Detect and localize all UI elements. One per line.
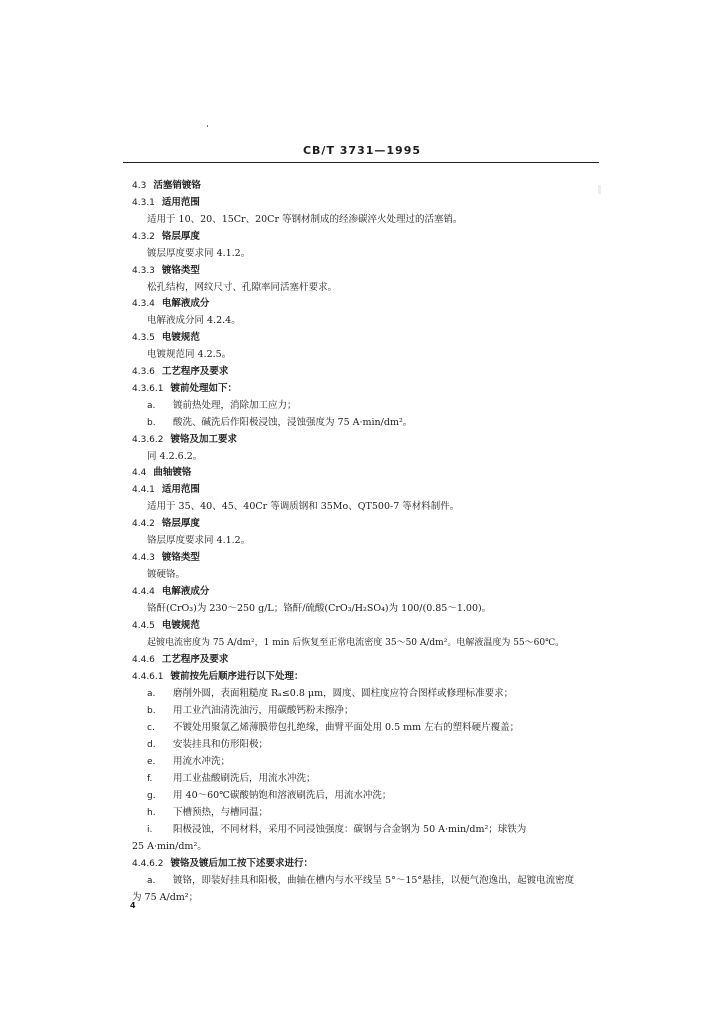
list-item: b. 酸洗、碱洗后作阳极浸蚀，浸蚀强度为 75 A·min/dm²。	[147, 417, 413, 428]
section-heading: 4.4.1 适用范围	[132, 484, 200, 495]
section-heading: 4.4.2 铬层厚度	[132, 518, 200, 529]
standard-id-header: CB/T 3731—1995	[302, 144, 422, 157]
body-text: 松孔结构，网纹尺寸、孔隙率同活塞杆要求。	[147, 282, 338, 293]
section-heading: 4.4.6.2 镀铬及镀后加工按下述要求进行：	[132, 858, 314, 869]
list-item: a. 镀铬，即装好挂具和阳极，曲轴在槽内与水平线呈 5°～15°悬挂，以便气泡逸出，起镀电流密度	[147, 875, 575, 886]
scan-mark	[598, 185, 601, 194]
section-heading: 4.3.4 电解液成分	[132, 298, 210, 309]
section-heading: 4.4.5 电镀规范	[132, 620, 200, 631]
section-heading: 4.3.6.1 镀前处理如下：	[132, 383, 238, 394]
section-heading: 4.3 活塞销镀铬	[132, 180, 201, 191]
list-item: b. 用工业汽油清洗油污，用碳酸钙粉末擦净；	[147, 705, 354, 716]
section-heading: 4.3.3 镀铬类型	[132, 265, 200, 276]
section-heading: 4.3.5 电镀规范	[132, 332, 200, 343]
body-text: 适用于 35、40、45、40Cr 等调质钢和 35Mo、QT500-7 等材料制件。	[147, 501, 460, 512]
body-text: 镀硬铬。	[147, 569, 186, 580]
body-text: 电解液成分同 4.2.4。	[147, 315, 241, 326]
list-item: h. 下槽预热，与槽同温；	[147, 807, 269, 818]
body-text: 铬层厚度要求同 4.1.2。	[147, 535, 251, 546]
section-heading: 4.3.1 适用范围	[132, 197, 200, 208]
body-text: 同 4.2.6.2。	[147, 451, 203, 462]
body-text: 适用于 10、20、15Cr、20Cr 等钢材制成的经渗碳淬火处理过的活塞销。	[147, 214, 463, 225]
section-heading: 4.4 曲轴镀铬	[132, 467, 192, 478]
body-text-continuation: 为 75 A/dm²；	[132, 892, 199, 903]
page-number: 4	[130, 901, 136, 910]
section-heading: 4.4.6.1 镀前按先后顺序进行以下处理：	[132, 671, 304, 682]
body-text-continuation: 25 A·min/dm²。	[132, 841, 207, 852]
body-text: 电镀规范同 4.2.5。	[147, 349, 232, 360]
list-item: g. 用 40～60℃碳酸钠饱和溶液刷洗后，用流水冲洗；	[147, 790, 392, 801]
body-text: 铬酐(CrO₃)为 230～250 g/L；铬酐/硫酸(CrO₃/H₂SO₄)为 100/(0.85～1.00)。	[147, 603, 492, 614]
section-heading: 4.3.2 铬层厚度	[132, 231, 200, 242]
section-heading: 4.4.6 工艺程序及要求	[132, 654, 229, 665]
list-item: i. 阳极浸蚀，不同材料，采用不同浸蚀强度：碳钢与合金钢为 50 A·min/dm²；球铁为	[147, 824, 527, 835]
body-text: 镀层厚度要求同 4.1.2。	[147, 248, 251, 259]
list-item: e. 用流水冲洗；	[147, 756, 231, 767]
list-item: a. 磨削外圆，表面粗糙度 Rₐ≤0.8 μm，圆度、圆柱度应符合图样或修理标准要求；	[147, 688, 514, 699]
section-heading: 4.3.6.2 镀铬及加工要求	[132, 434, 238, 445]
scan-speck	[207, 125, 208, 127]
list-item: c. 不镀处用聚氯乙烯薄膜带包扎绝缘，曲臂平面处用 0.5 mm 左右的塑料硬片覆盖；	[147, 722, 520, 733]
section-heading: 4.4.3 镀铬类型	[132, 552, 200, 563]
section-heading: 4.4.4 电解液成分	[132, 586, 210, 597]
list-item: a. 镀前热处理，消除加工应力；	[147, 400, 297, 411]
list-item: f. 用工业盐酸刷洗后，用流水冲洗；	[147, 773, 316, 784]
body-text: 起镀电流密度为 75 A/dm²，1 min 后恢复至正常电流密度 35～50 A/dm²。电解液温度为 55～60℃。	[147, 638, 565, 648]
section-heading: 4.3.6 工艺程序及要求	[132, 366, 229, 377]
list-item: d. 安装挂具和仿形阳极；	[147, 739, 269, 750]
header-rule	[123, 162, 599, 163]
